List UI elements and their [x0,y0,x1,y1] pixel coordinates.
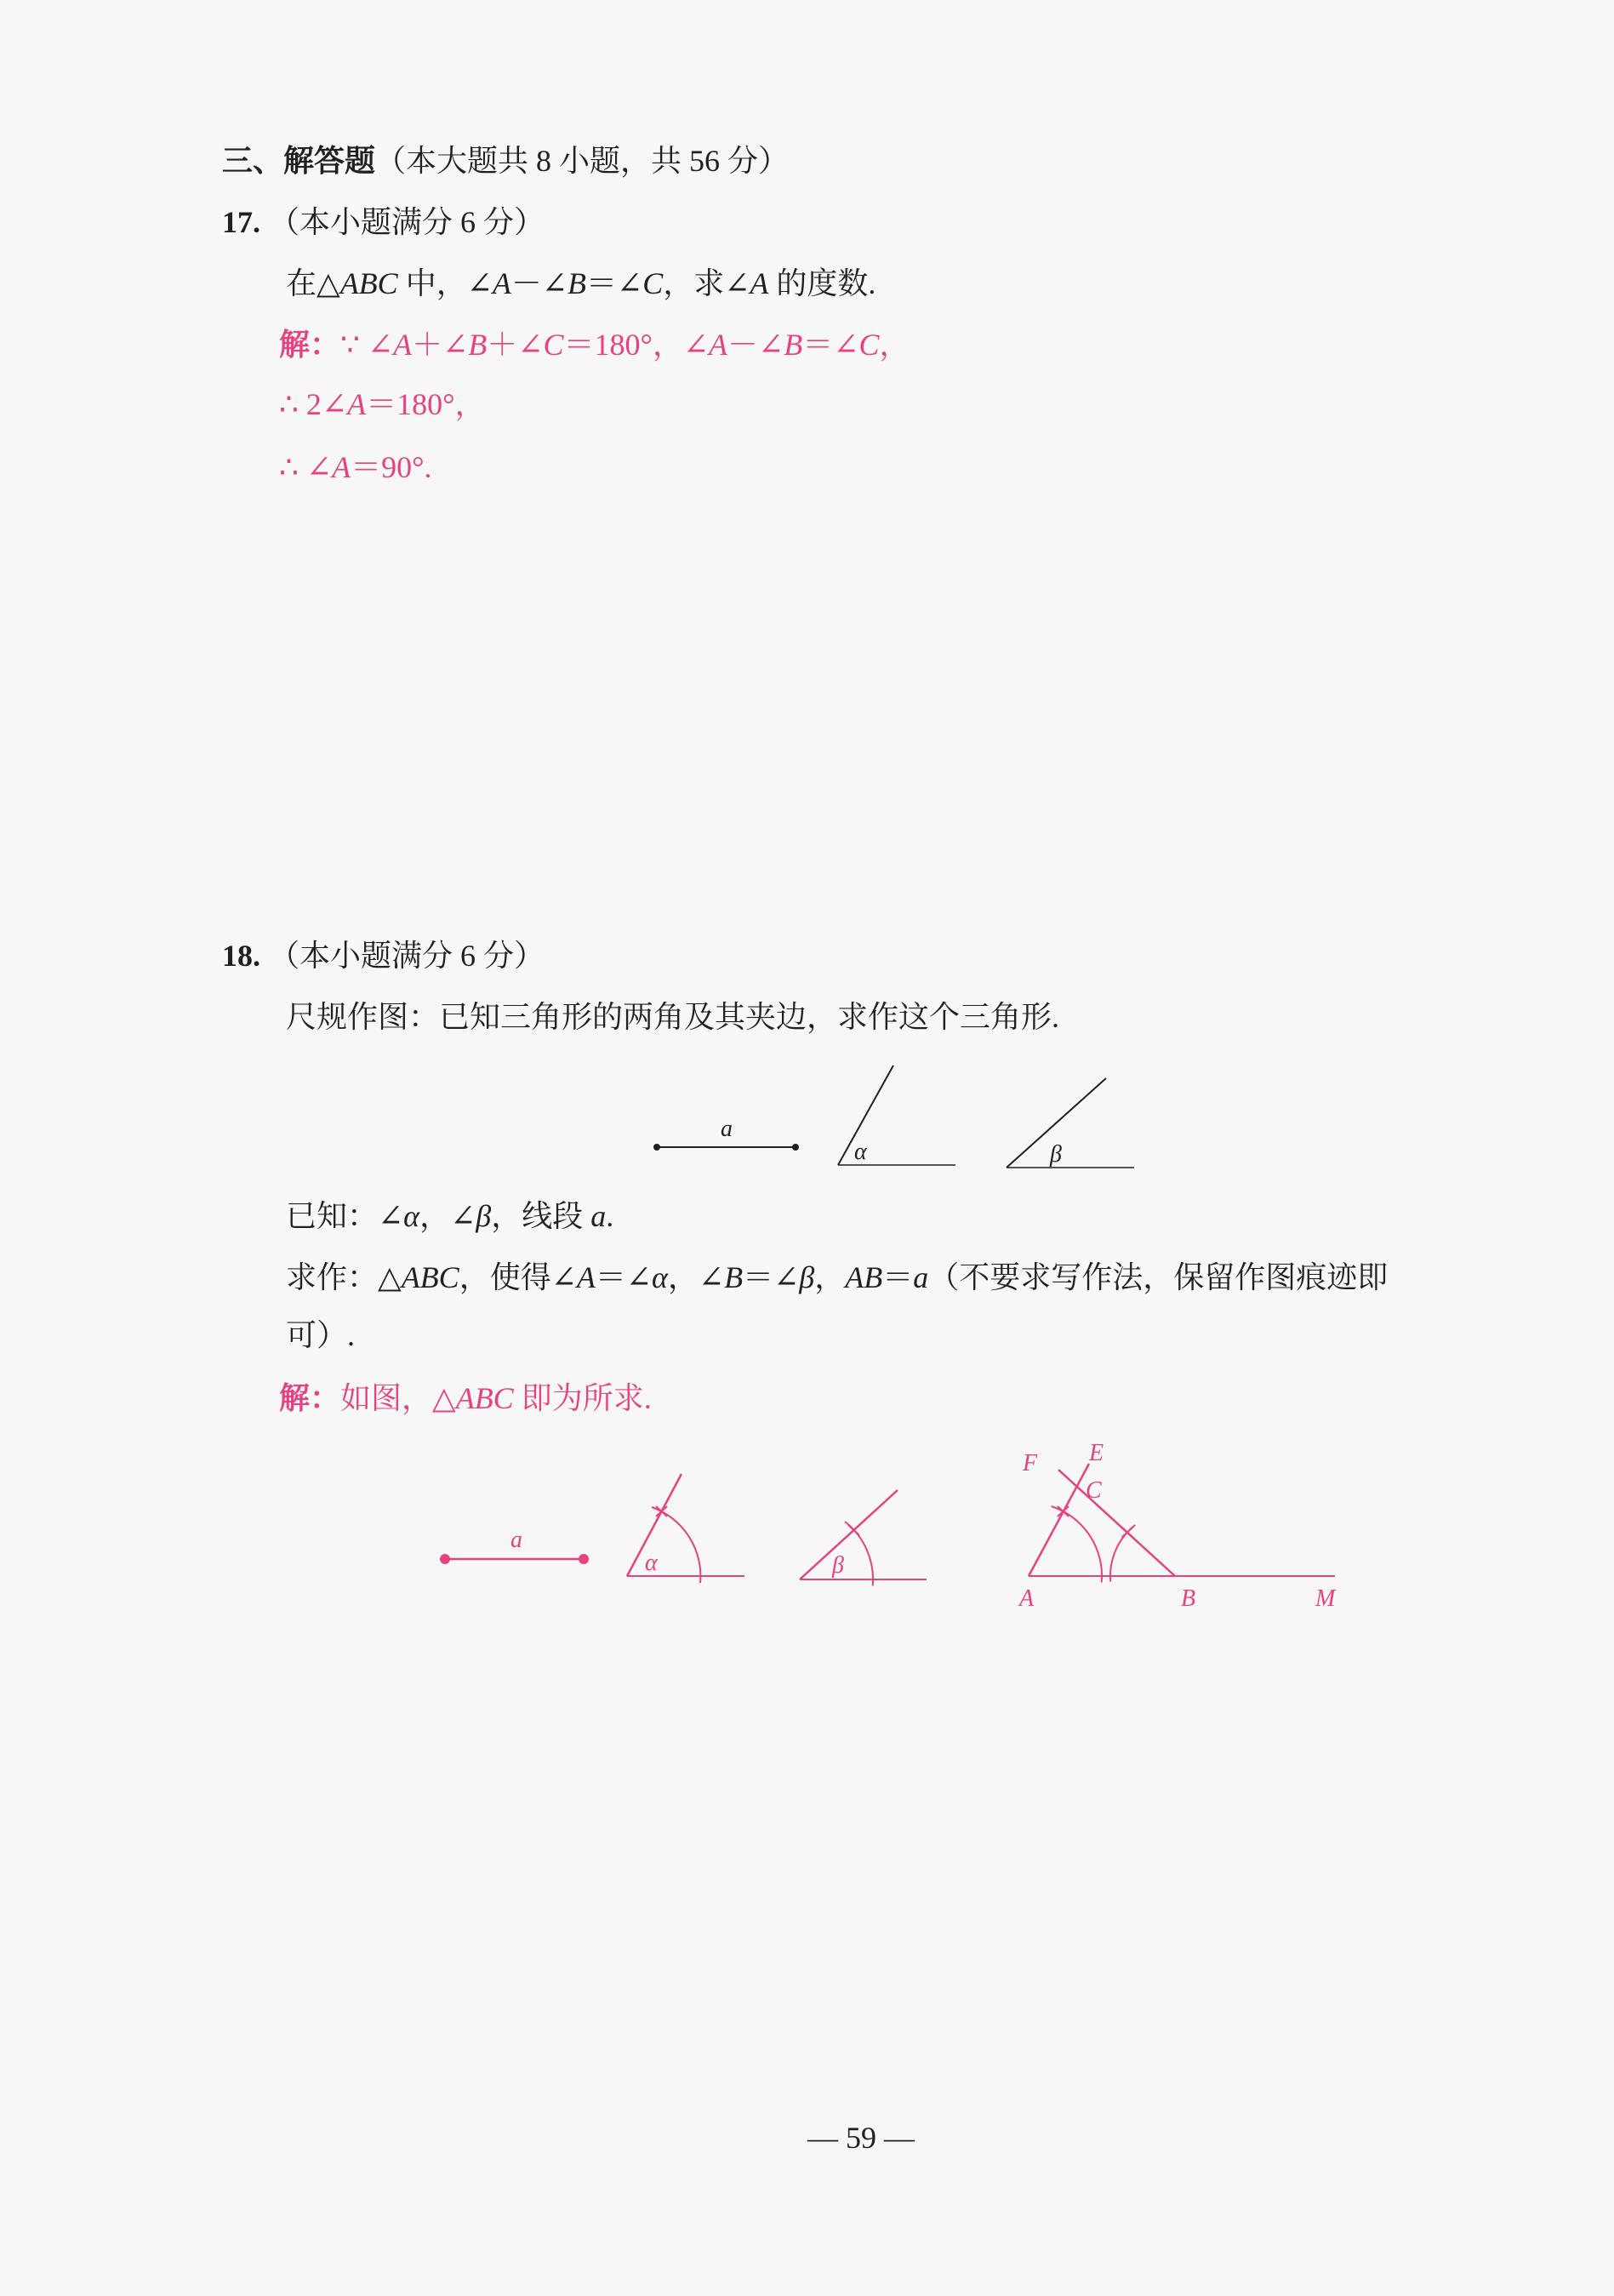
q17-header [222,203,545,241]
math-variable: A [750,266,769,300]
q18-known: 已知：∠α，∠β，线段 a. [286,1199,614,1233]
solution-segment-a-endpoint [440,1554,450,1564]
point-E-label: E [1089,1440,1104,1466]
segment-a-label: a [721,1116,733,1142]
math-variable: A [709,328,728,362]
angle-alpha-label: α [854,1139,867,1165]
math-variable: B [724,1260,744,1294]
math-variable: A [347,387,367,421]
solution-alpha-arc [652,1507,700,1583]
point-B-label: B [1181,1585,1196,1612]
section-note: （本大题共 8 小题，共 56 分） [375,144,790,178]
page-number: — 59 — [807,2121,915,2155]
math-variable: C [858,328,880,362]
math-variable: B [468,328,488,362]
math-variable: B [784,328,803,362]
q18-prompt: 尺规作图：已知三角形的两角及其夹边，求作这个三角形. [286,1000,1060,1034]
math-variable: a [590,1199,607,1233]
cross-mark-on-AE [1058,1506,1069,1516]
solution-beta-label: β [832,1552,844,1579]
math-variable: A [576,1260,596,1294]
q17-solution-line-2: ∴ 2∠A＝180°， [279,387,486,421]
math-variable: α [652,1260,668,1294]
math-variable: α [403,1199,420,1233]
q18-solution-label: 解： [279,1381,341,1415]
solution-alpha-label: α [645,1550,658,1576]
math-variable: A [332,450,351,484]
q17-solution-label: 解： [279,328,341,362]
q18-construct-line-2: 可）. [286,1318,356,1352]
point-A-label: A [1019,1585,1035,1612]
math-variable: C [642,266,664,300]
math-variable: AB [845,1260,883,1294]
q18-solution-line [279,1379,652,1417]
angle-beta-label: β [1050,1141,1062,1168]
point-C-label: C [1086,1477,1102,1504]
math-variable: A [492,266,511,300]
math-variable: β [476,1199,492,1233]
q17-prompt: 在△ABC 中，∠A－∠B＝∠C，求∠A 的度数. [286,266,876,300]
q17-solution-line-1 [279,326,910,363]
math-variable: ABC [339,266,398,300]
q17-solution-line-3: ∴ ∠A＝90°. [279,450,432,484]
q17-number: 17. [222,205,260,239]
segment-a-endpoint [653,1144,660,1151]
math-variable: ABC [401,1260,459,1294]
solution-alpha-cross-mark [656,1506,667,1516]
q17-score: （本小题满分 6 分） [269,205,545,239]
given-figure [630,1047,1157,1191]
math-variable: C [543,328,564,362]
math-variable: β [799,1260,815,1294]
ray-BF [1058,1470,1175,1576]
q18-solution-text: 如图，△ABC 即为所求. [340,1381,652,1415]
q17-solution-text: ∵ ∠A＋∠B＋∠C＝180°，∠A－∠B＝∠C， [340,328,910,362]
q18-number: 18. [222,939,260,973]
math-variable: B [567,266,587,300]
q18-construct-line-1: 求作：△ABC，使得∠A＝∠α，∠B＝∠β，AB＝a（不要求写作法，保留作图痕迹即 [286,1260,1389,1294]
solution-beta-arc [845,1522,873,1586]
ray-AE [1029,1464,1089,1576]
math-variable: A [393,328,413,362]
point-F-label: F [1023,1450,1038,1476]
solution-segment-a-endpoint [579,1554,589,1564]
section-title: 三、解答题 [222,144,376,178]
arc-at-B [1110,1525,1135,1582]
q18-score: （本小题满分 6 分） [269,939,545,973]
math-variable: a [913,1260,929,1294]
solution-segment-a-label: a [510,1527,522,1553]
cross-mark-on-BF [1122,1528,1133,1538]
section-heading [222,142,789,180]
solution-figure [425,1438,1361,1617]
segment-a-endpoint [792,1144,799,1151]
q18-header [222,937,545,974]
math-variable: ABC [455,1381,514,1415]
point-M-label: M [1315,1585,1336,1612]
solution-beta-cross-mark [848,1525,859,1535]
